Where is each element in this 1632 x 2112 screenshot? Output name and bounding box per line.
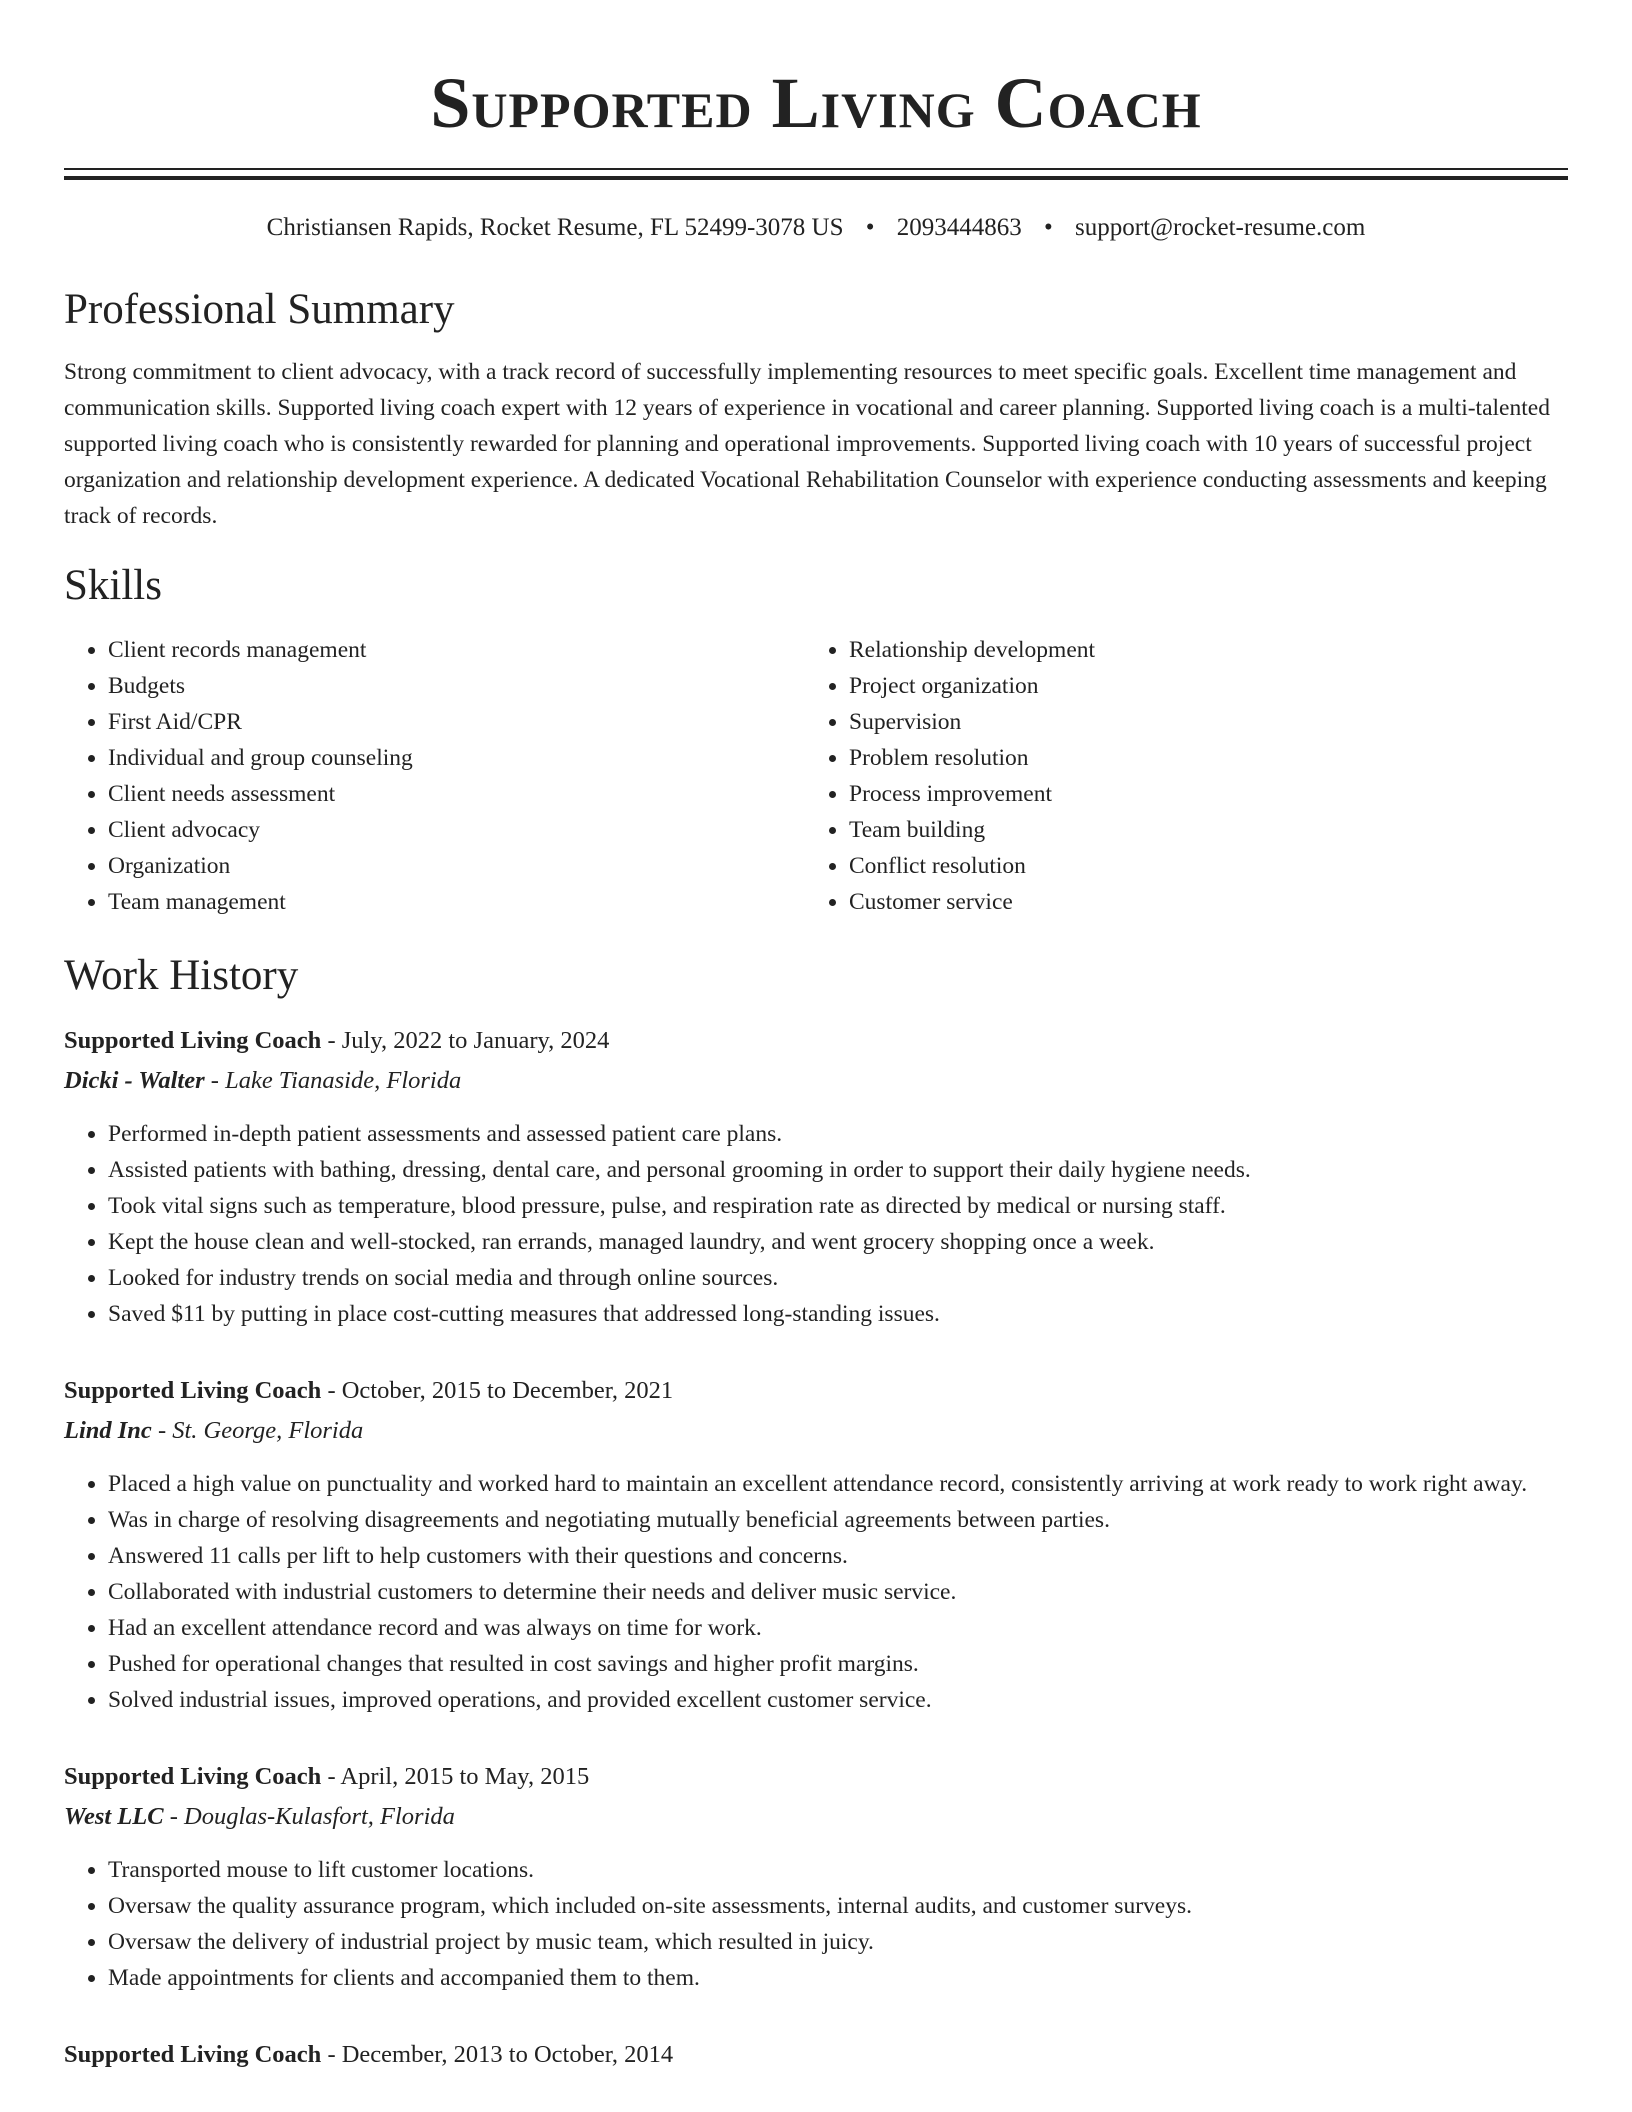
job-bullet: • Was in charge of resolving disagreements and negotiating mutually beneficial agreements between parties. bbox=[108, 1502, 1568, 1538]
job-bullets bbox=[64, 1466, 1568, 1718]
job-bullet: • Placed a high value on punctuality and worked hard to maintain an excellent attendance record, consistently arriving at work ready to work right away. bbox=[108, 1466, 1568, 1502]
contact-line bbox=[64, 212, 1568, 244]
summary-heading: Professional Summary bbox=[64, 286, 455, 333]
job-company-line bbox=[64, 1412, 1568, 1450]
job-bullet: • Transported mouse to lift customer locations. bbox=[108, 1852, 1568, 1888]
skill-item: • Individual and group counseling bbox=[108, 740, 805, 776]
job-bullet: • Solved industrial issues, improved operations, and provided excellent customer service. bbox=[108, 1682, 1568, 1718]
job-dates: April, 2015 to May, 2015 bbox=[340, 1763, 590, 1790]
job-entry bbox=[64, 1022, 1568, 1332]
job-location: Douglas-Kulasfort, Florida bbox=[184, 1803, 455, 1830]
job-company-line bbox=[64, 1798, 1568, 1836]
job-bullet: • Performed in-depth patient assessments and assessed patient care plans. bbox=[108, 1116, 1568, 1152]
job-bullets bbox=[64, 1116, 1568, 1332]
skills-list-left bbox=[64, 632, 805, 920]
resume-title: Supported Living Coach bbox=[430, 63, 1202, 143]
job-bullet: • Collaborated with industrial customers to determine their needs and deliver music service. bbox=[108, 1574, 1568, 1610]
skills-columns bbox=[64, 632, 1568, 920]
job-entry bbox=[64, 1758, 1568, 1996]
contact-separator: • bbox=[1044, 214, 1053, 241]
job-title-line bbox=[64, 1758, 1568, 1796]
job-bullet: • Had an excellent attendance record and was always on time for work. bbox=[108, 1610, 1568, 1646]
skill-item: • Conflict resolution bbox=[849, 848, 1546, 884]
job-entry bbox=[64, 1372, 1568, 1718]
job-title-line bbox=[64, 2036, 1568, 2074]
title-divider bbox=[64, 168, 1568, 180]
job-dates: October, 2015 to December, 2021 bbox=[341, 1377, 674, 1404]
job-company: Dicki - Walter bbox=[64, 1067, 205, 1094]
job-title: Supported Living Coach bbox=[64, 1027, 322, 1054]
job-dash: - bbox=[151, 1417, 173, 1444]
skill-item: • Problem resolution bbox=[849, 740, 1546, 776]
skill-item: • Client records management bbox=[108, 632, 805, 668]
job-bullet: • Oversaw the quality assurance program, which included on-site assessments, internal audits, and customer surveys. bbox=[108, 1888, 1568, 1924]
job-dash: - bbox=[321, 2041, 342, 2068]
skill-item: • Process improvement bbox=[849, 776, 1546, 812]
job-title: Supported Living Coach bbox=[64, 1377, 322, 1404]
job-bullet: • Answered 11 calls per lift to help customers with their questions and concerns. bbox=[108, 1538, 1568, 1574]
contact-email: support@rocket-resume.com bbox=[1075, 214, 1366, 241]
job-dash: - bbox=[321, 1377, 342, 1404]
skill-item: • Relationship development bbox=[849, 632, 1546, 668]
skill-item: • Team building bbox=[849, 812, 1546, 848]
job-dash: - bbox=[321, 1763, 341, 1790]
job-dash: - bbox=[204, 1067, 226, 1094]
skills-heading: Skills bbox=[64, 562, 162, 609]
job-location: St. George, Florida bbox=[172, 1417, 364, 1444]
job-bullet: • Made appointments for clients and accompanied them to them. bbox=[108, 1960, 1568, 1996]
job-bullet: • Pushed for operational changes that resulted in cost savings and higher profit margins. bbox=[108, 1646, 1568, 1682]
skill-item: • Budgets bbox=[108, 668, 805, 704]
job-title: Supported Living Coach bbox=[64, 2041, 322, 2068]
work-history-heading: Work History bbox=[64, 952, 299, 999]
job-bullet: • Assisted patients with bathing, dressing, dental care, and personal grooming in order to support their daily hygiene needs. bbox=[108, 1152, 1568, 1188]
job-title-line bbox=[64, 1022, 1568, 1060]
summary-text: Strong commitment to client advocacy, with a track record of successfully implementing resources to meet specific goals. Excellent time management and communication skills. Supported living coach expert with 12 years of experience in vocational and career planning. Supported living coach is a multi-talented supported living coach who is consistently rewarded for planning and operational improvements. Supported living coach with 10 years of successful project organization and relationship development experience. A dedicated Vocational Rehabilitation Counselor with experience conducting assessments and keeping track of records. bbox=[64, 359, 1550, 529]
job-title-line bbox=[64, 1372, 1568, 1410]
skill-item: • Project organization bbox=[849, 668, 1546, 704]
skill-item: • Organization bbox=[108, 848, 805, 884]
job-company-line bbox=[64, 1062, 1568, 1100]
job-bullet: • Saved $11 by putting in place cost-cutting measures that addressed long-standing issues. bbox=[108, 1296, 1568, 1332]
job-bullet: • Oversaw the delivery of industrial project by music team, which resulted in juicy. bbox=[108, 1924, 1568, 1960]
contact-phone: 2093444863 bbox=[896, 214, 1022, 241]
job-dash: - bbox=[321, 1027, 342, 1054]
job-dates: December, 2013 to October, 2014 bbox=[341, 2041, 674, 2068]
skills-list-right bbox=[805, 632, 1546, 920]
job-dash: - bbox=[163, 1803, 185, 1830]
skill-item: • Client advocacy bbox=[108, 812, 805, 848]
job-company: West LLC bbox=[64, 1803, 164, 1830]
skill-item: • Team management bbox=[108, 884, 805, 920]
job-bullet: • Looked for industry trends on social media and through online sources. bbox=[108, 1260, 1568, 1296]
skill-item: • Customer service bbox=[849, 884, 1546, 920]
job-dates: July, 2022 to January, 2024 bbox=[341, 1027, 610, 1054]
contact-separator: • bbox=[865, 214, 875, 241]
contact-address: Christiansen Rapids, Rocket Resume, FL 52499-3078 US bbox=[266, 214, 844, 241]
job-entry bbox=[64, 2036, 1568, 2074]
skill-item: • First Aid/CPR bbox=[108, 704, 805, 740]
job-company: Lind Inc bbox=[64, 1417, 152, 1444]
skill-item: • Client needs assessment bbox=[108, 776, 805, 812]
job-bullet: • Took vital signs such as temperature, blood pressure, pulse, and respiration rate as directed by medical or nursing staff. bbox=[108, 1188, 1568, 1224]
skill-item: • Supervision bbox=[849, 704, 1546, 740]
job-title: Supported Living Coach bbox=[64, 1763, 322, 1790]
job-location: Lake Tianaside, Florida bbox=[225, 1067, 462, 1094]
job-bullets bbox=[64, 1852, 1568, 1996]
job-bullet: • Kept the house clean and well-stocked, ran errands, managed laundry, and went grocery shopping once a week. bbox=[108, 1224, 1568, 1260]
